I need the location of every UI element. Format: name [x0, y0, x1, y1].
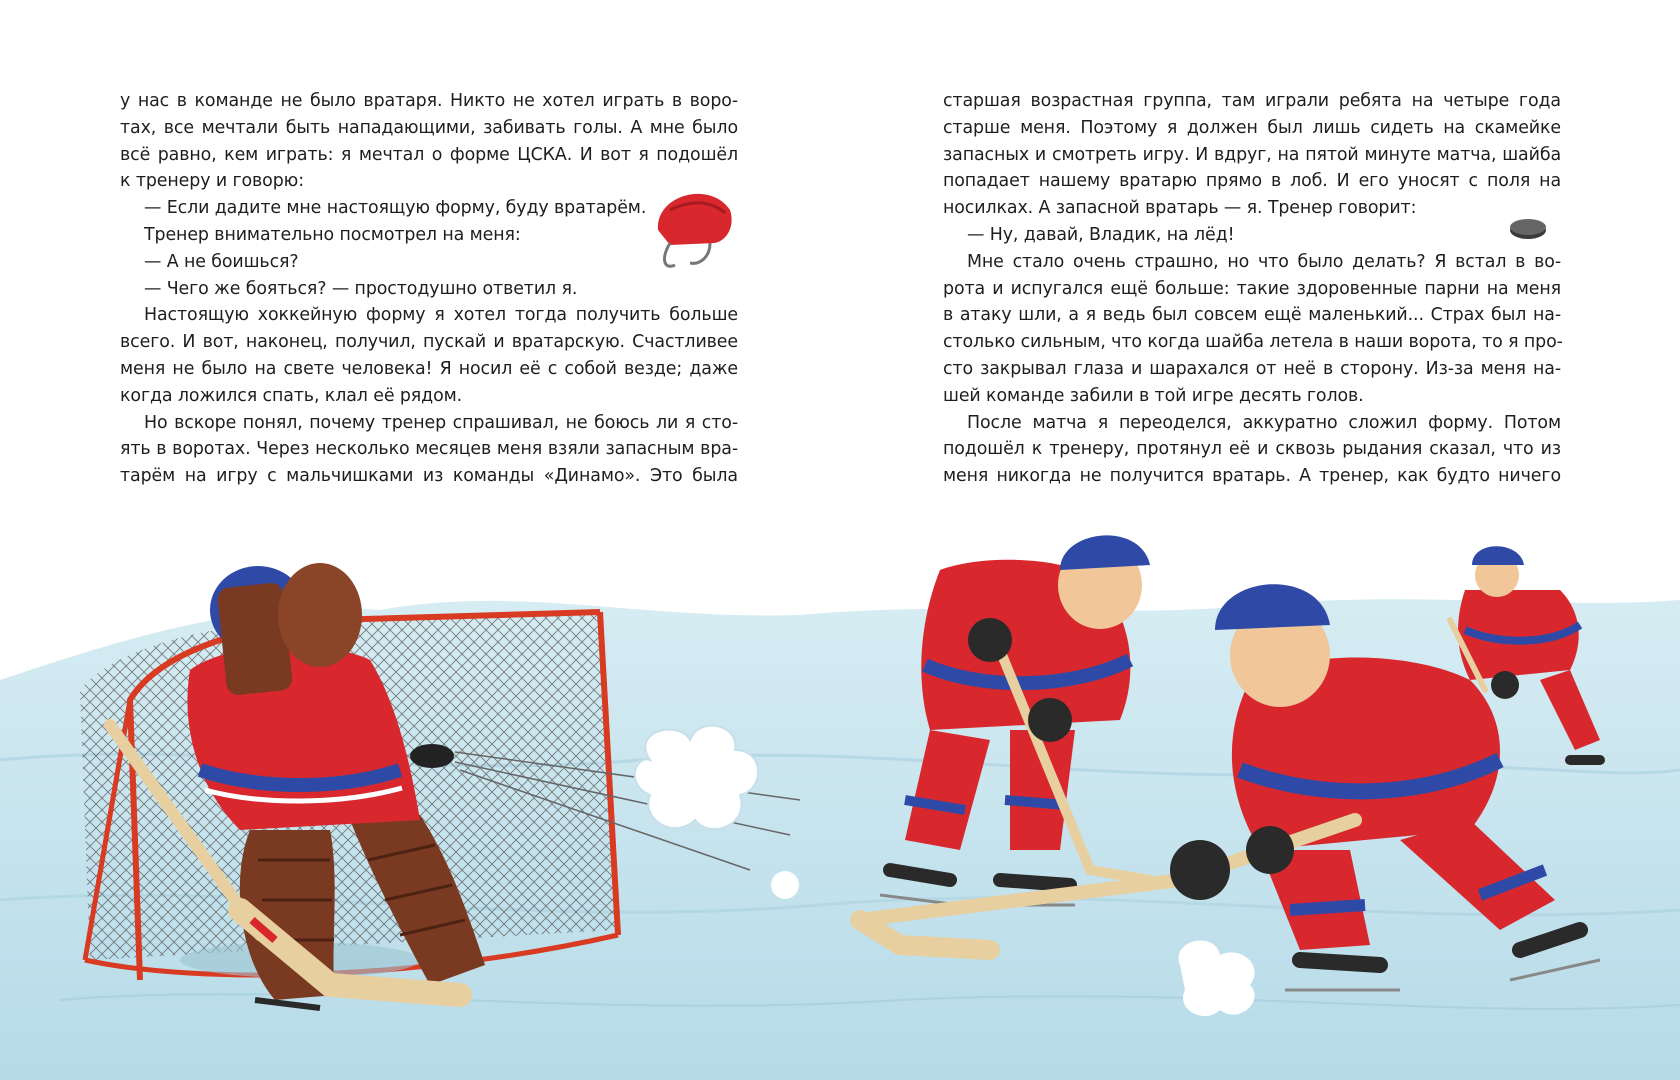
text-line: — Ну, давай, Владик, на лёд!	[967, 224, 1235, 245]
text-line: старше меня. Поэтому я должен был лишь сидеть на скамейке	[943, 117, 1561, 138]
text-line: — А не боишься?	[144, 251, 299, 272]
text-line: Тренер внимательно посмотрел на меня:	[144, 224, 521, 245]
text-line: к тренеру и говорю:	[120, 171, 304, 192]
text-line: всё равно, кем играть: я мечтал о форме ЦСКА. И вот я подошёл	[120, 144, 738, 165]
text-line: Настоящую хоккейную форму я хотел тогда получить больше	[144, 305, 738, 326]
left-page-text	[120, 88, 738, 490]
text-line: столько сильным, что когда шайба летела в наши ворота, то я про-	[943, 332, 1563, 353]
text-line: запасных и смотреть игру. И вдруг, на пятой минуте матча, шайба	[943, 144, 1561, 165]
text-line: После матча я переоделся, аккуратно сложил форму. Потом	[967, 412, 1561, 433]
text-line: Но вскоре понял, почему тренер спрашивал, не боюсь ли я сто-	[144, 412, 738, 433]
text-line: меня никогда не получится вратарь. А тренер, как будто ничего	[943, 466, 1561, 487]
text-line: у нас в команде не было вратаря. Никто не хотел играть в воро-	[120, 91, 738, 111]
text-line: попадает нашему вратарю прямо в лоб. И его уносят с поля на	[943, 171, 1561, 192]
text-line: — Если дадите мне настоящую форму, буду вратарём.	[144, 198, 647, 219]
text-line: подошёл к тренеру, протянул её и сквозь рыдания сказал, что из	[943, 439, 1561, 460]
text-line: тах, все мечтали быть нападающими, забивать голы. А мне было	[120, 117, 738, 138]
text-line: когда ложился спать, клал её рядом.	[120, 385, 463, 406]
text-line: в атаку шли, а я ведь был совсем ещё маленький... Страх был на-	[943, 305, 1561, 326]
text-line: носилках. А запасной вратарь — я. Тренер говорит:	[943, 198, 1417, 219]
text-line: — Чего же бояться? — простодушно ответил я.	[144, 278, 578, 299]
text-line: всего. И вот, наконец, получил, пускай и вратарскую. Счастливее	[120, 332, 738, 353]
text-line: рота и испугался ещё больше: такие здоровенные парни на меня	[943, 278, 1561, 299]
text-line: ять в воротах. Через несколько месяцев меня взяли запасным вра-	[120, 439, 738, 460]
text-line: сто закрывал глаза и шарахался от неё в сторону. Из-за меня на-	[943, 358, 1561, 379]
text-line: шей команде забили в той игре десять голов.	[943, 385, 1364, 406]
text-line: Мне стало очень страшно, но что было делать? Я встал в во-	[967, 251, 1561, 272]
text-line: тарём на игру с мальчишками из команды «Динамо». Это была	[120, 466, 738, 487]
text-line: старшая возрастная группа, там играли ребята на четыре года	[943, 91, 1561, 111]
text-line: меня не было на свете человека! Я носил её с собой везде; даже	[120, 358, 738, 379]
right-page-text	[943, 88, 1561, 490]
